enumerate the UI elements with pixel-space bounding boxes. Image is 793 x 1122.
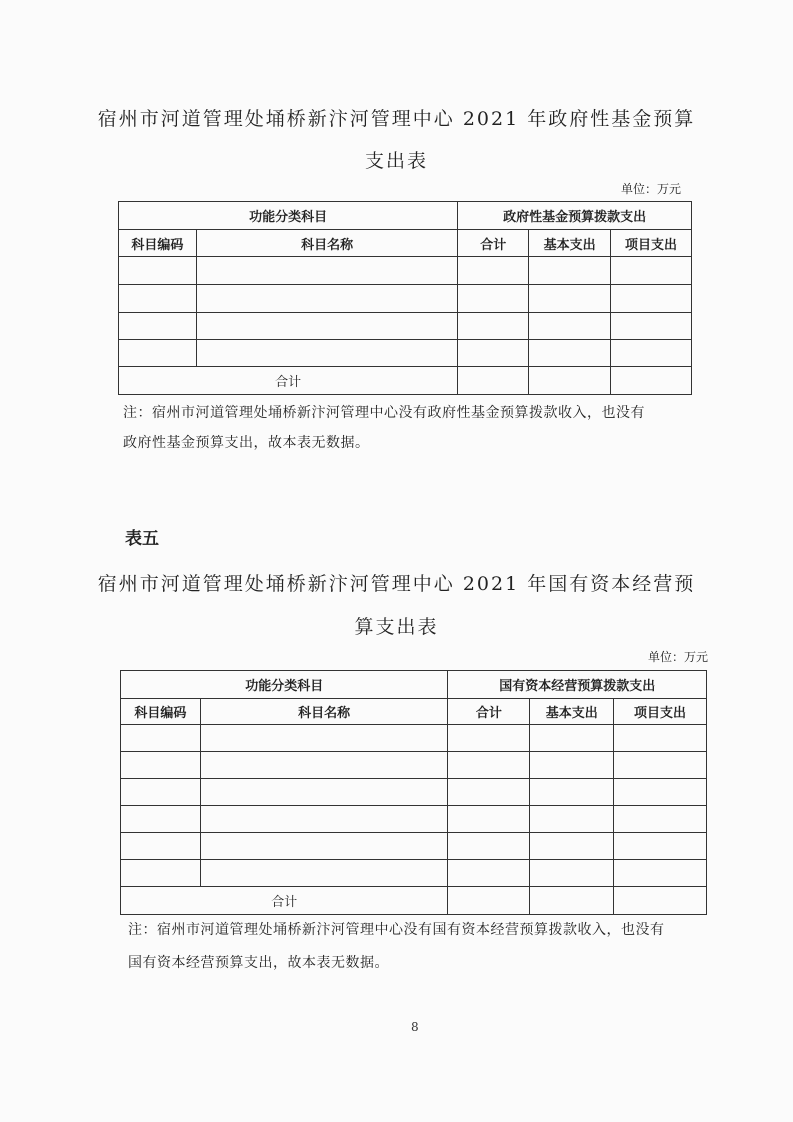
table5-title-line1: 宿州市河道管理处埇桥新汴河管理中心 2021 年国有资本经营预 xyxy=(97,573,696,595)
table4-col-basic: 基本支出 xyxy=(529,230,611,257)
table5-title-line2: 算支出表 xyxy=(354,616,439,638)
table5-unit: 单位：万元 xyxy=(648,650,709,664)
table4-note-line1: 注：宿州市河道管理处埇桥新汴河管理中心没有政府性基金预算拨款收入，也没有 xyxy=(123,405,645,421)
table5-col-code: 科目编码 xyxy=(121,699,201,725)
page-number: 8 xyxy=(411,1020,419,1034)
table-row xyxy=(121,725,707,752)
table-row xyxy=(119,313,692,340)
table4-col-name: 科目名称 xyxy=(196,230,458,257)
table-row xyxy=(121,806,707,833)
table5-col-name: 科目名称 xyxy=(200,699,448,725)
table5-header-group-right: 国有资本经营预算拨款支出 xyxy=(448,671,707,699)
table-row xyxy=(119,340,692,367)
table-row xyxy=(119,285,692,313)
table5-total-label: 合计 xyxy=(121,887,448,915)
table4-header-group-left: 功能分类科目 xyxy=(119,202,458,230)
table-row xyxy=(121,833,707,860)
table-row xyxy=(119,257,692,285)
table4-unit: 单位：万元 xyxy=(621,182,682,196)
table5-col-total: 合计 xyxy=(448,699,530,725)
table5-col-basic: 基本支出 xyxy=(530,699,614,725)
table4-col-total: 合计 xyxy=(458,230,529,257)
table5 xyxy=(120,670,707,915)
table-row xyxy=(121,752,707,779)
table5-label: 表五 xyxy=(125,529,159,549)
table-row xyxy=(121,779,707,806)
table4-header-group-right: 政府性基金预算拨款支出 xyxy=(458,202,692,230)
table5-header-group-left: 功能分类科目 xyxy=(121,671,448,699)
table4 xyxy=(118,201,692,395)
table4-col-project: 项目支出 xyxy=(611,230,692,257)
table5-note-line2: 国有资本经营预算支出，故本表无数据。 xyxy=(128,955,389,971)
table-row xyxy=(121,860,707,887)
table4-col-code: 科目编码 xyxy=(119,230,197,257)
table4-title-line2: 支出表 xyxy=(364,150,428,172)
table4-note-line2: 政府性基金预算支出，故本表无数据。 xyxy=(123,435,370,451)
table5-col-project: 项目支出 xyxy=(614,699,707,725)
table5-note-line1: 注：宿州市河道管理处埇桥新汴河管理中心没有国有资本经营预算拨款收入，也没有 xyxy=(128,922,665,938)
table4-title-line1: 宿州市河道管理处埇桥新汴河管理中心 2021 年政府性基金预算 xyxy=(97,108,696,130)
table4-total-label: 合计 xyxy=(119,367,458,395)
